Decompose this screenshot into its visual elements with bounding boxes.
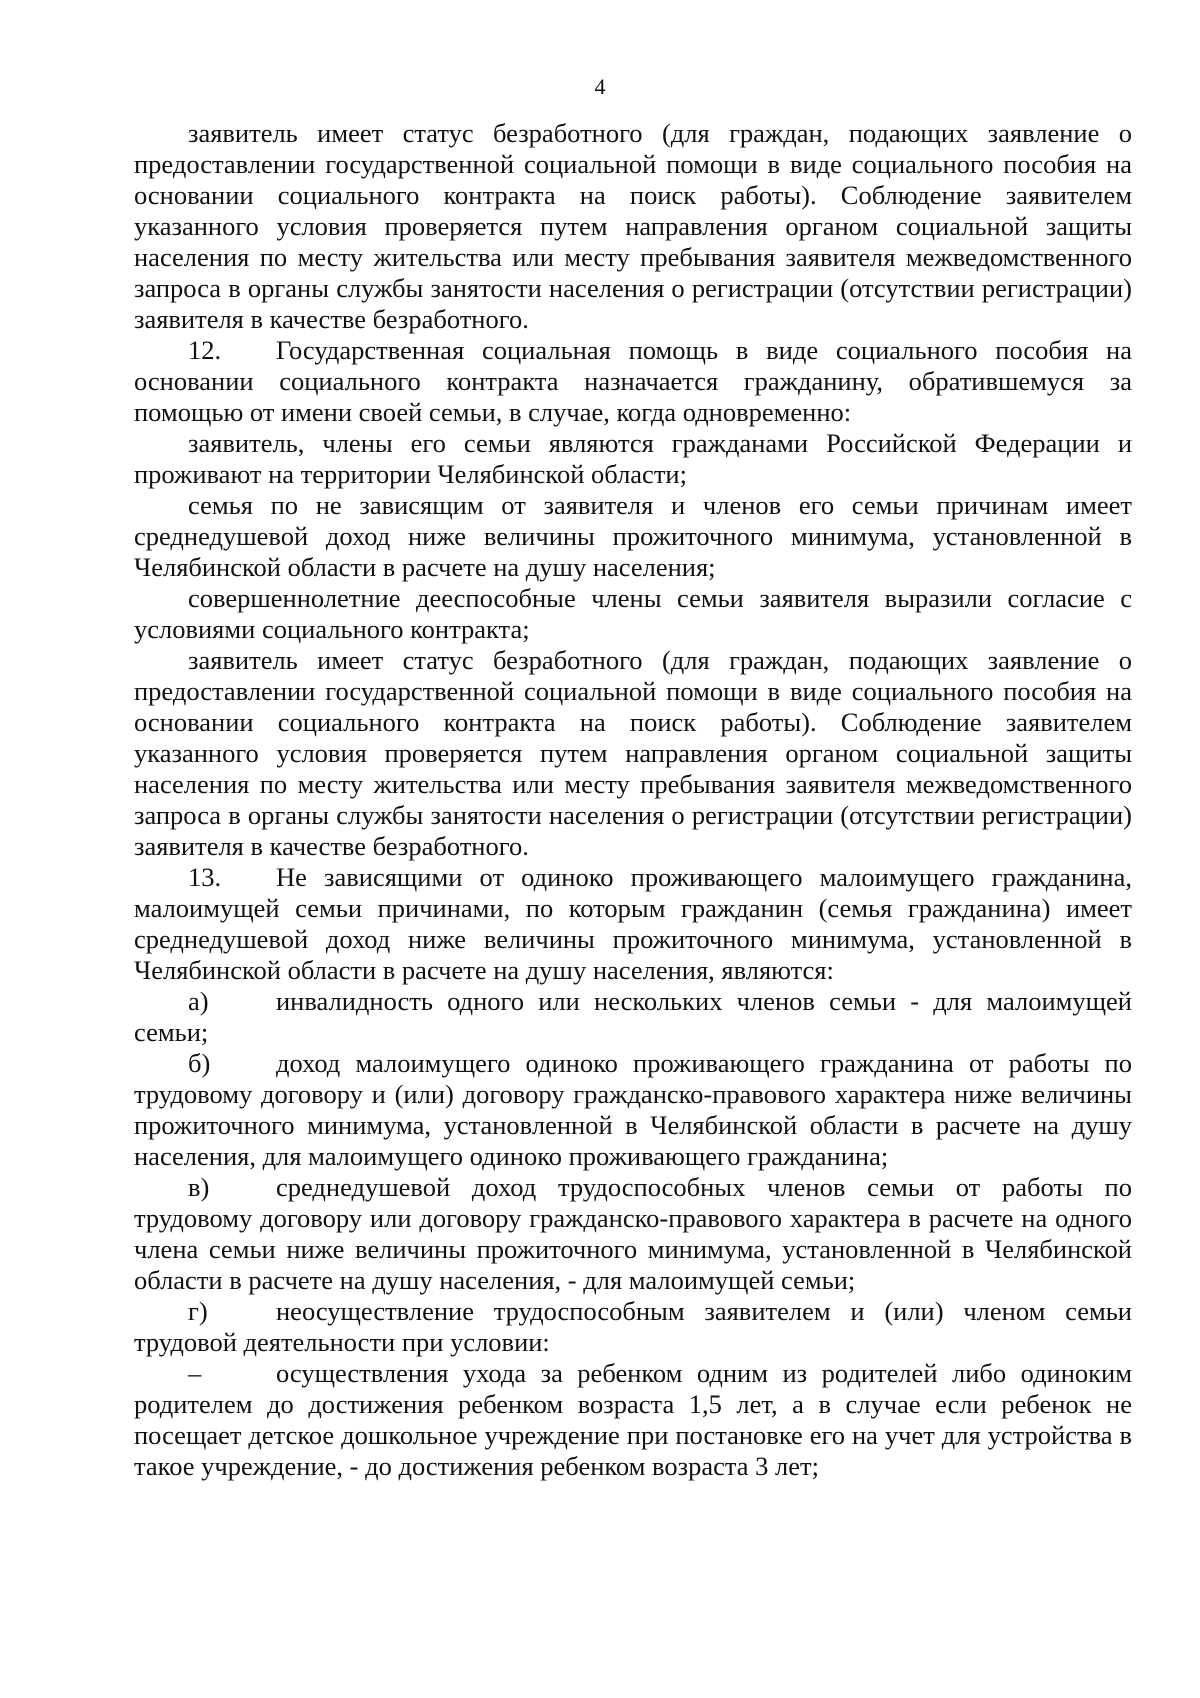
document-body [134, 118, 1132, 1482]
paragraph-consent [134, 583, 1132, 645]
subitem-a [134, 986, 1132, 1048]
paragraph-item-12 [134, 335, 1132, 428]
paragraph-text: доход малоимущего одиноко проживающего гражданина от работы по трудовому договору и (или) договору гражданско-правового характера ниже величины прожиточного минимума, установленной в Челябинской области в расчете на душу населения, для малоимущего одиноко проживающего гражданина; [134, 1048, 1132, 1171]
subitem-letter: б) [188, 1048, 211, 1078]
paragraph-item-13 [134, 862, 1132, 986]
paragraph-unemployed-status-2 [134, 645, 1132, 862]
dash-item-childcare [134, 1358, 1132, 1482]
paragraph-text: неосуществление трудоспособным заявителем и (или) членом семьи трудовой деятельности при условии: [134, 1296, 1132, 1357]
paragraph-text: Не зависящими от одиноко проживающего малоимущего гражданина, малоимущей семьи причинами, по которым гражданин (семья гражданина) имеет среднедушевой доход ниже величины прожиточного минимума, установленной в Челябинской области в расчете на душу населения, являются: [134, 862, 1132, 985]
paragraph-text: Государственная социальная помощь в виде социального пособия на основании социального контракта назначается гражданину, обратившемуся за помощью от имени своей семьи, в случае, когда одновременно: [134, 335, 1132, 427]
paragraph-text: осуществления ухода за ребенком одним из родителей либо одиноким родителем до достижения ребенком возраста 1,5 лет, а в случае если ребенок не посещает детское дошкольное учреждение при постановке его на учет для устройства в такое учреждение, - до достижения ребенком возраста 3 лет; [134, 1358, 1132, 1481]
paragraph-text: заявитель имеет статус безработного (для граждан, подающих заявление о предоставлении государственной социальной помощи в виде социального пособия на основании социального контракта на поиск работы). Соблюдение заявителем указанного условия проверяется путем направления органом социальной защиты населения по месту жительства или месту пребывания заявителя межведомственного запроса в органы службы занятости населения о регистрации (отсутствии регистрации) заявителя в качестве безработного. [134, 118, 1132, 334]
paragraph-citizenship [134, 428, 1132, 490]
subitem-b [134, 1048, 1132, 1172]
subitem-letter: а) [188, 986, 209, 1016]
subitem-v [134, 1172, 1132, 1296]
paragraph-text: среднедушевой доход трудоспособных членов семьи от работы по трудовому договору или договору гражданско-правового характера в расчете на одного члена семьи ниже величины прожиточного минимума, установленной в Челябинской области в расчете на душу населения, - для малоимущей семьи; [134, 1172, 1132, 1295]
dash-marker: – [188, 1358, 202, 1388]
paragraph-text: заявитель, члены его семьи являются гражданами Российской Федерации и проживают на территории Челябинской области; [134, 428, 1132, 489]
paragraph-text: инвалидность одного или нескольких членов семьи - для малоимущей семьи; [134, 986, 1132, 1047]
paragraph-income-below-minimum [134, 490, 1132, 583]
paragraph-unemployed-status-1 [134, 118, 1132, 335]
item-number: 13. [188, 862, 222, 892]
page-number: 4 [594, 74, 606, 99]
paragraph-text: совершеннолетние дееспособные члены семьи заявителя выразили согласие с условиями социального контракта; [134, 583, 1132, 644]
paragraph-text: семья по не зависящим от заявителя и членов его семьи причинам имеет среднедушевой доход ниже величины прожиточного минимума, установленной в Челябинской области в расчете на душу населения; [134, 490, 1132, 582]
item-number: 12. [188, 335, 222, 365]
subitem-g [134, 1296, 1132, 1358]
subitem-letter: в) [188, 1172, 210, 1202]
paragraph-text: заявитель имеет статус безработного (для граждан, подающих заявление о предоставлении государственной социальной помощи в виде социального пособия на основании социального контракта на поиск работы). Соблюдение заявителем указанного условия проверяется путем направления органом социальной защиты населения по месту жительства или месту пребывания заявителя межведомственного запроса в органы службы занятости населения о регистрации (отсутствии регистрации) заявителя в качестве безработного. [134, 645, 1132, 861]
subitem-letter: г) [188, 1296, 208, 1326]
